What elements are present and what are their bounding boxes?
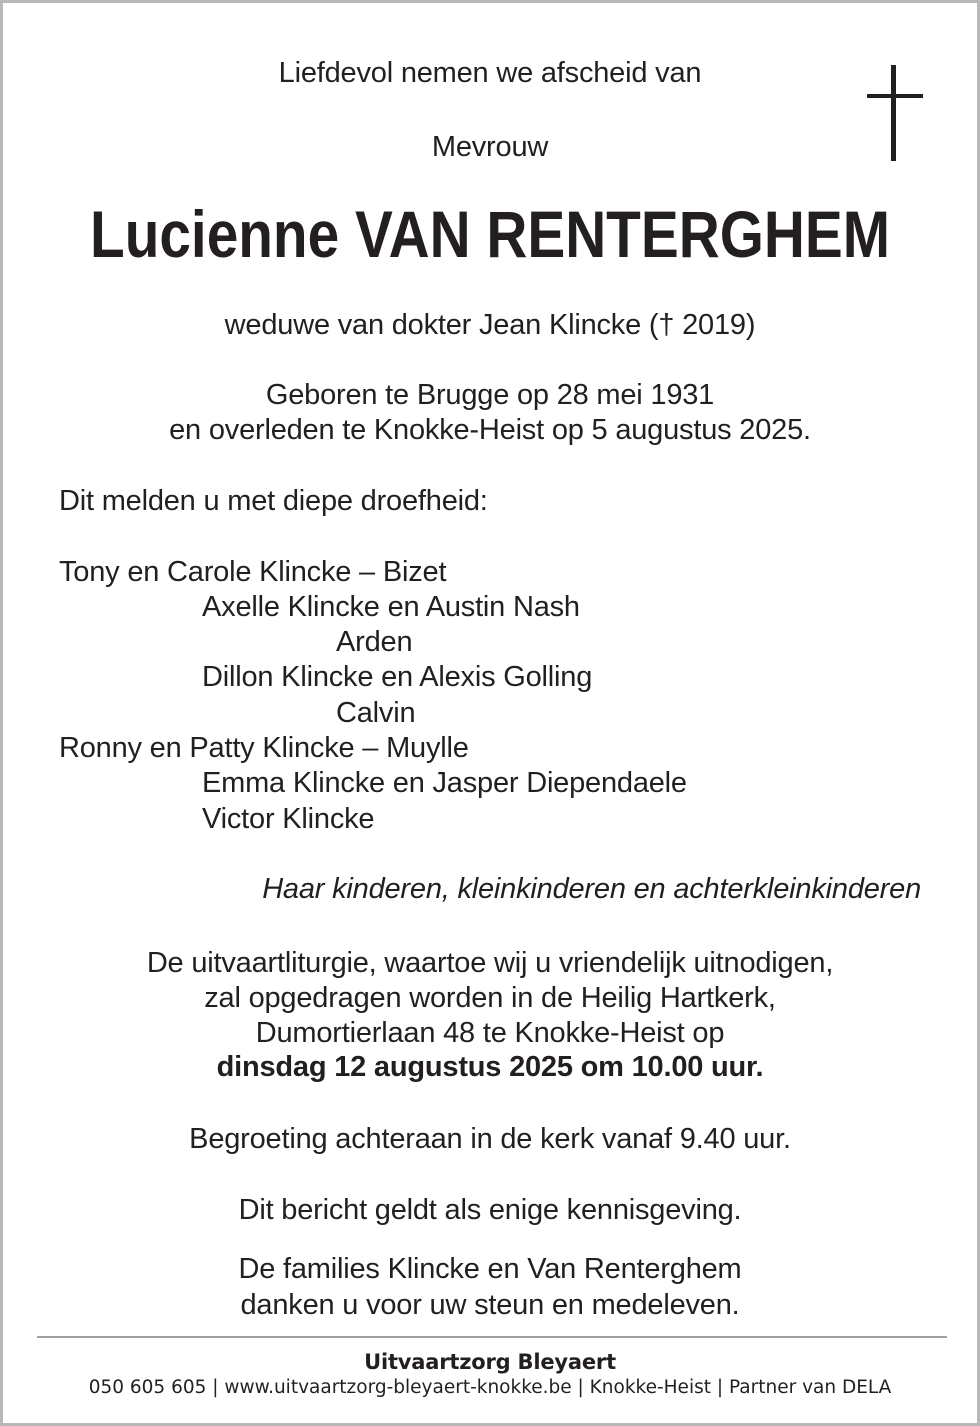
funeral-company: Uitvaartzorg Bleyaert: [364, 1350, 616, 1374]
liturgy-line: Dumortierlaan 48 te Knokke-Heist op: [255, 1017, 725, 1049]
family-member: Ronny en Patty Klincke – Muylle: [59, 732, 469, 764]
family-caption: Haar kinderen, kleinkinderen en achterkleinkinderen: [262, 873, 921, 905]
thanks-line: De families Klincke en Van Renterghem: [238, 1253, 742, 1285]
liturgy-line: zal opgedragen worden in de Heilig Hartkerk,: [204, 982, 776, 1014]
widow-of: weduwe van dokter Jean Klincke († 2019): [224, 309, 756, 341]
announce-text: Dit melden u met diepe droefheid:: [59, 485, 488, 517]
footer-divider: [37, 1336, 947, 1338]
notice-text: Dit bericht geldt als enige kennisgeving.: [238, 1194, 742, 1226]
salutation: Mevrouw: [431, 131, 549, 163]
family-member: Dillon Klincke en Alexis Golling: [202, 661, 593, 693]
family-member: Calvin: [336, 697, 416, 729]
thanks-line: danken u voor uw steun en medeleven.: [240, 1289, 740, 1321]
liturgy-date: dinsdag 12 augustus 2025 om 10.00 uur.: [216, 1051, 764, 1083]
family-member: Axelle Klincke en Austin Nash: [202, 591, 580, 623]
intro-text: Liefdevol nemen we afscheid van: [278, 57, 702, 89]
family-member: Tony en Carole Klincke – Bizet: [59, 556, 447, 588]
death-line: en overleden te Knokke-Heist op 5 augustus 2025.: [169, 414, 811, 446]
birth-line: Geboren te Brugge op 28 mei 1931: [265, 379, 715, 411]
deceased-name: Lucienne VAN RENTERGHEM: [90, 197, 890, 271]
family-member: Victor Klincke: [202, 803, 375, 835]
liturgy-line: De uitvaartliturgie, waartoe wij u vriendelijk uitnodigen,: [146, 947, 834, 979]
greeting-text: Begroeting achteraan in de kerk vanaf 9.40 uur.: [189, 1123, 791, 1155]
family-member: Arden: [336, 626, 413, 658]
family-member: Emma Klincke en Jasper Diependaele: [202, 767, 687, 799]
company-contact: 050 605 605 | www.uitvaartzorg-bleyaert-knokke.be | Knokke-Heist | Partner van DELA: [88, 1377, 892, 1398]
